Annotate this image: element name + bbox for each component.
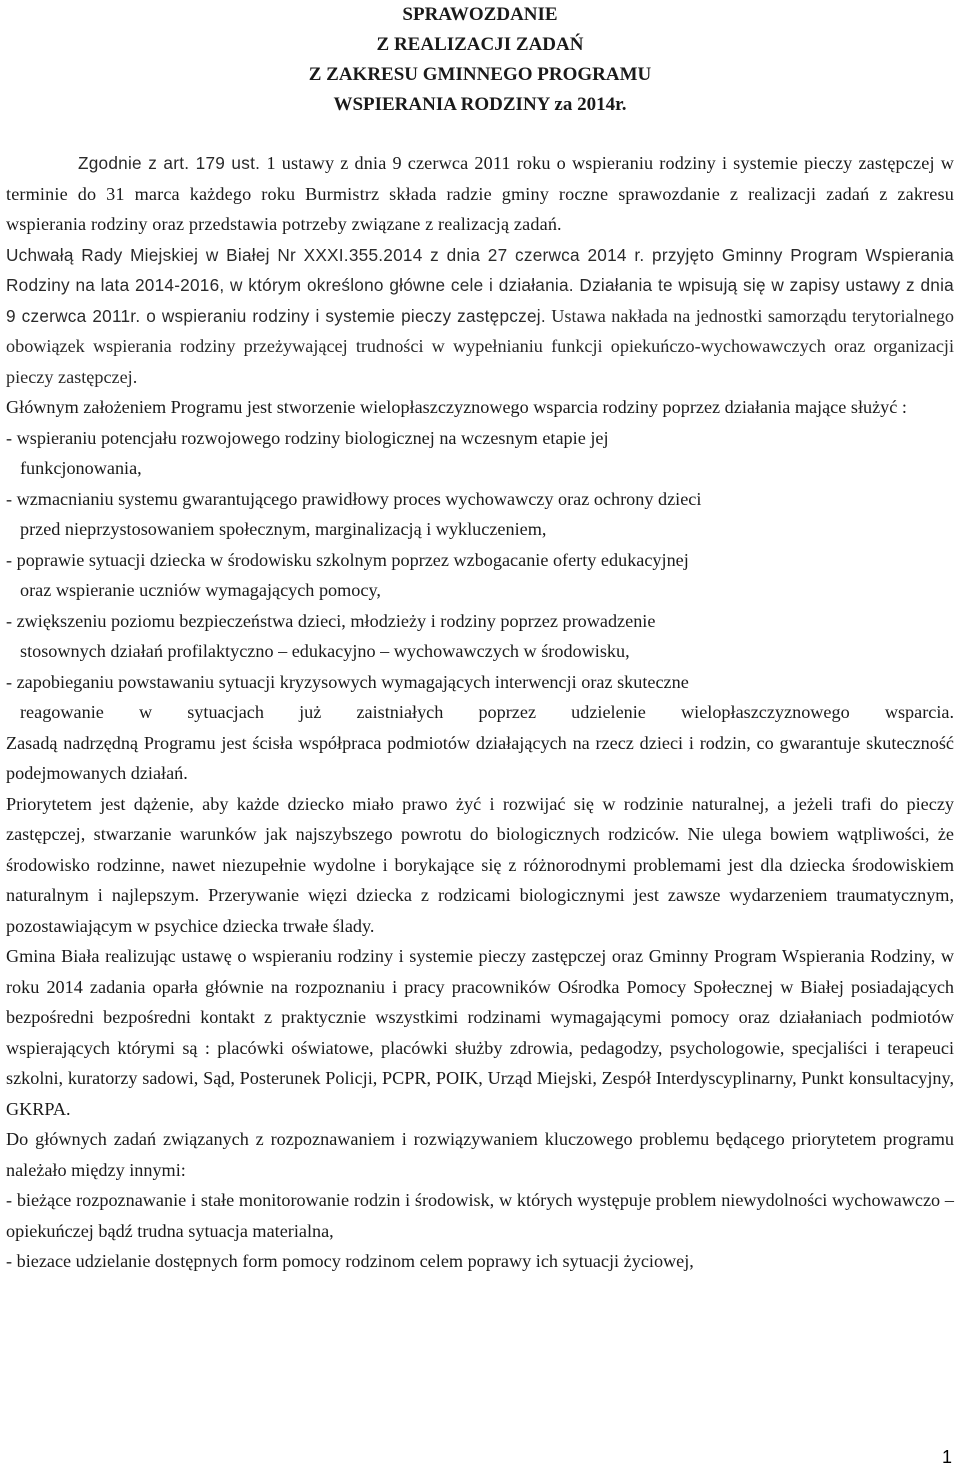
goal-item: - wspieraniu potencjału rozwojowego rodziny biologicznej na wczesnym etapie jej [6, 427, 609, 448]
goal-item-continuation: reagowanie w sytuacjach już zaistniałych poprzez udzielenie wielopłaszczyznowego wsparcia. [20, 702, 954, 722]
goals-list [6, 423, 954, 728]
title-line: Z REALIZACJI ZADAŃ [376, 34, 584, 55]
goal-item: - wzmacnianiu systemu gwarantującego prawidłowy proces wychowawczy oraz ochrony dzieci [6, 488, 702, 509]
task-item: - bieżące rozpoznawanie i stałe monitorowanie rodzin i środowisk, w których występuje problem niewydolności wychowawczo – opiekuńczej bądź trudna sytuacja materialna, [6, 1190, 954, 1241]
task-item: - biezace udzielanie dostępnych form pomocy rodzinom celem poprawy ich sytuacji życiowej, [6, 1251, 694, 1271]
implementation-paragraph: Gmina Biała realizując ustawę o wspieraniu rodziny i systemie pieczy zastępczej oraz Gminny Program Wspierania Rodziny, w roku 2014 zadania oparła głównie na rozpoznaniu i pracy pracowników Ośrodka Pomocy Społecznej w Białej posiadających bezpośredni bezpośredni kontakt z praktycznie wszystkimi rodzinami wymagającymi pomocy oraz działaniach podmiotów wspierających którymi są : placówki oświatowe, placówki służby zdrowia, pedagodzy, psychologowie, specjaliści i terapeuci szkolni, kuratorzy sadowi, Sąd, Posterunek Policji, PCPR, POIK, Urząd Miejski, Zespół Interdyscyplinarny, Punkt konsultacyjny, GKRPA. [6, 946, 954, 1119]
priority-paragraph: Priorytetem jest dążenie, aby każde dziecko miało prawo żyć i rozwijać się w rodzinie naturalnej, a jeżeli trafi do pieczy zastępczej, stwarzanie warunków jak najszybszego powrotu do biologicznych rodziców. Nie ulega bowiem wątpliwości, że środowisko rodzinne, nawet niezupełnie wydolne i borykające się z różnorodnymi problemami jest dla dziecka środowiskiem naturalnym i najlepszym. Przerywanie więzi dziecka z rodzicami biologicznymi jest zawsze wydarzeniem traumatycznym, pozostawiającym w psychice dziecka trwałe ślady. [6, 793, 954, 936]
goal-item: - zwiększeniu poziomu bezpieczeństwa dzieci, młodzieży i rodziny poprzez prowadzenie [6, 610, 656, 631]
resolution-text: Uchwałą Rady Miejskiej w Białej Nr XXXI.355.2014 z dnia 27 czerwca 2014 r. przyjęto Gminny Program Wspierania Rodziny na lata 2014-2016, w którym określono główne cele i działania. Działania te wpisują się w zapisy ustawy z dnia 9 czerwca 2011r. o wspieraniu rodziny i systemie pieczy zastępczej. [6, 244, 954, 326]
page-number: 1 [941, 1447, 952, 1467]
goal-item-continuation: przed nieprzystosowaniem społecznym, marginalizacją i wykluczeniem, [20, 519, 547, 539]
document-page [6, 0, 954, 1277]
intro-prefix: Zgodnie z art. 179 ust. [78, 153, 267, 173]
tasks-intro-paragraph: Do głównych zadań związanych z rozpoznawaniem i rozwiązywaniem kluczowego problemu będącego priorytetem programu należało między innymi: [6, 1129, 954, 1180]
report-title [6, 0, 954, 120]
principle-paragraph: Zasadą nadrzędną Programu jest ścisła współpraca podmiotów działających na rzecz dzieci i rodzin, co gwarantuje skuteczność podejmowanych działań. [6, 732, 954, 783]
goal-item-continuation: stosownych działań profilaktyczno – edukacyjno – wychowawczych w środowisku, [20, 641, 630, 661]
title-line: Z ZAKRESU GMINNEGO PROGRAMU [308, 64, 652, 85]
tasks-list [6, 1185, 954, 1277]
intro-body: 1 ustawy z dnia 9 czerwca 2011 roku o wspieraniu rodziny i systemie pieczy zastępczej w terminie do 31 marca każdego roku Burmistrz składa radzie gminy roczne sprawozdanie z realizacji zadań z zakresu wspierania rodziny oraz przedstawia potrzeby związane z realizacją zadań. [6, 153, 954, 234]
goal-item-continuation: oraz wspieranie uczniów wymagających pomocy, [20, 580, 381, 600]
resolution-continuation: Ustawa nakłada na jednostki samorządu terytorialnego obowiązek wspierania rodziny przeżywającej trudności w wypełnianiu funkcji opiekuńczo-wychowawczych oraz organizacji pieczy zastępczej. [6, 305, 955, 387]
intro-paragraph [6, 148, 954, 240]
title-line: SPRAWOZDANIE [402, 4, 558, 25]
title-line: WSPIERANIA RODZINY za 2014r. [333, 94, 627, 115]
goal-item: - poprawie sytuacji dziecka w środowisku szkolnym poprzez wzbogacanie oferty edukacyjnej [6, 549, 689, 570]
goal-item-continuation: funkcjonowania, [20, 458, 142, 478]
goal-item: - zapobieganiu powstawaniu sytuacji kryzysowych wymagających interwencji oraz skuteczne [6, 671, 689, 692]
resolution-paragraph [6, 240, 954, 393]
main-goal-paragraph: Głównym założeniem Programu jest stworzenie wielopłaszczyznowego wsparcia rodziny poprzez działania mające służyć : [6, 397, 907, 417]
